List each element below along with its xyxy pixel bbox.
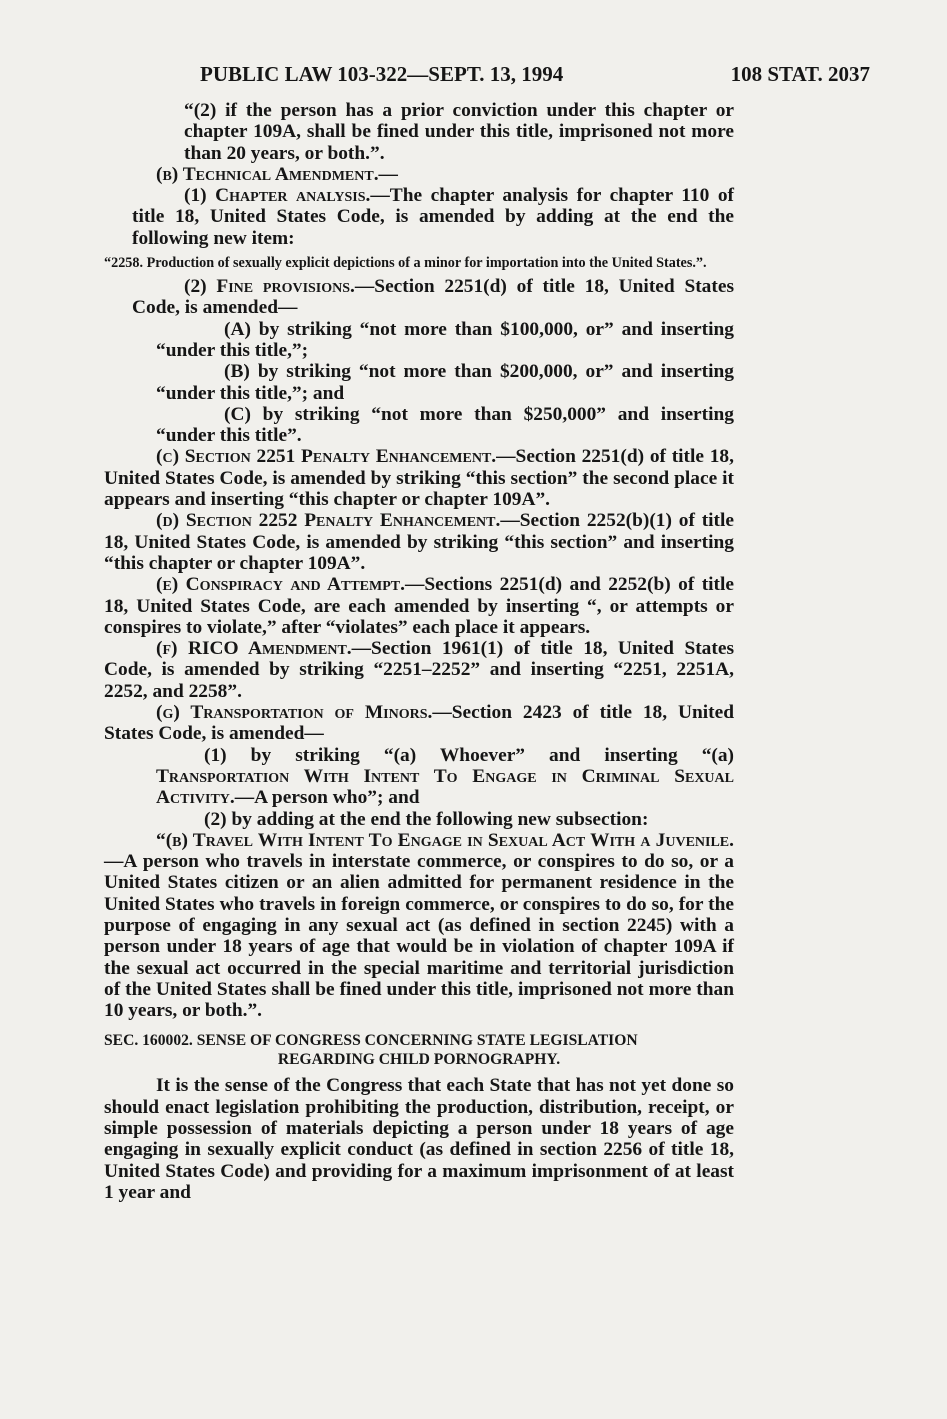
clause-a: (A) by striking “not more than $100,000, or” and inserting “under this title,”; (156, 318, 734, 361)
page-header (200, 62, 870, 92)
subsection-2423b: “(b) Travel With Intent To Engage in Sexual Act With a Juvenile.—A person who travels in interstate commerce, or conspires to do so, or a United States citizen or an alien admitted for permanent residence in the United States who travels in foreign commerce, or conspires to do so, for the purpose of engaging in any sexual act (as defined in section 2245) with a person under 18 years of age that would be in violation of chapter 109A if the sexual act occurred in the special maritime and territorial jurisdiction of the United States shall be fined under this title, imprisoned not more than 10 years, or both.”. (104, 829, 734, 1022)
header-stat-page: 108 STAT. 2037 (730, 62, 870, 86)
subsection-c: (c) Section 2251 Penalty Enhancement.—Section 2251(d) of title 18, United States Code, is amended by striking “this section” the second place it appears and inserting “this chapter or chapter 109A”. (104, 446, 734, 511)
paragraph-b2: (2) Fine provisions.—Section 2251(d) of title 18, United States Code, is amended— (132, 276, 734, 319)
subsection-f: (f) RICO Amendment.—Section 1961(1) of title 18, United States Code, is amended by striking “2251–2252” and inserting “2251, 2251A, 2252, and 2258”. (104, 638, 734, 702)
inserted-item-2258: “2258. Production of sexually explicit depictions of a minor for importation into the United States.”. (104, 255, 707, 272)
paragraph: “(2) if the person has a prior conviction under this chapter or chapter 109A, shall be fined under this title, imprisoned not more than 20 years, or both.”. (184, 100, 734, 164)
body-text (104, 100, 734, 1203)
paragraph-g2: (2) by adding at the end the following new subsection: (204, 808, 649, 830)
subsection-d: (d) Section 2252 Penalty Enhancement.—Section 2252(b)(1) of title 18, United States Code, is amended by striking “this section” and inserting “this chapter or chapter 109A”. (104, 510, 734, 574)
paragraph-b1: (1) Chapter analysis.—The chapter analysis for chapter 110 of title 18, United States Code, is amended by adding at the end the following new item: (132, 185, 734, 249)
section-heading: SEC. 160002. SENSE OF CONGRESS CONCERNING STATE LEGISLATION REGARDING CHILD PORNOGRAPHY. (104, 1032, 638, 1069)
header-title: PUBLIC LAW 103-322—SEPT. 13, 1994 (200, 62, 564, 86)
subsection-e: (e) Conspiracy and Attempt.—Sections 2251(d) and 2252(b) of title 18, United States Code, are each amended by inserting “, or attempts or conspires to violate,” after “violates” each place it appears. (104, 574, 734, 638)
paragraph-g1: (1) by striking “(a) Whoever” and inserting “(a) Transportation With Intent To Engage in Criminal Sexual Activity.—A person who”; and (156, 744, 734, 809)
clause-c: (C) by striking “not more than $250,000” and inserting “under this title”. (156, 403, 734, 447)
clause-b: (B) by striking “not more than $200,000, or” and inserting “under this title,”; and (156, 361, 734, 404)
paragraph-sense-of-congress: It is the sense of the Congress that each State that has not yet done so should enact legislation prohibiting the production, distribution, receipt, or simple possession of materials depicting a person under 18 years of age engaging in sexually explicit conduct (as defined in section 2256 of title 18, United States Code) and providing for a maximum imprisonment of at least 1 year and (104, 1075, 734, 1203)
subsection-g: (g) Transportation of Minors.—Section 2423 of title 18, United States Code, is amended— (104, 702, 734, 745)
subsection-b: (b) Technical Amendment.— (156, 163, 398, 185)
